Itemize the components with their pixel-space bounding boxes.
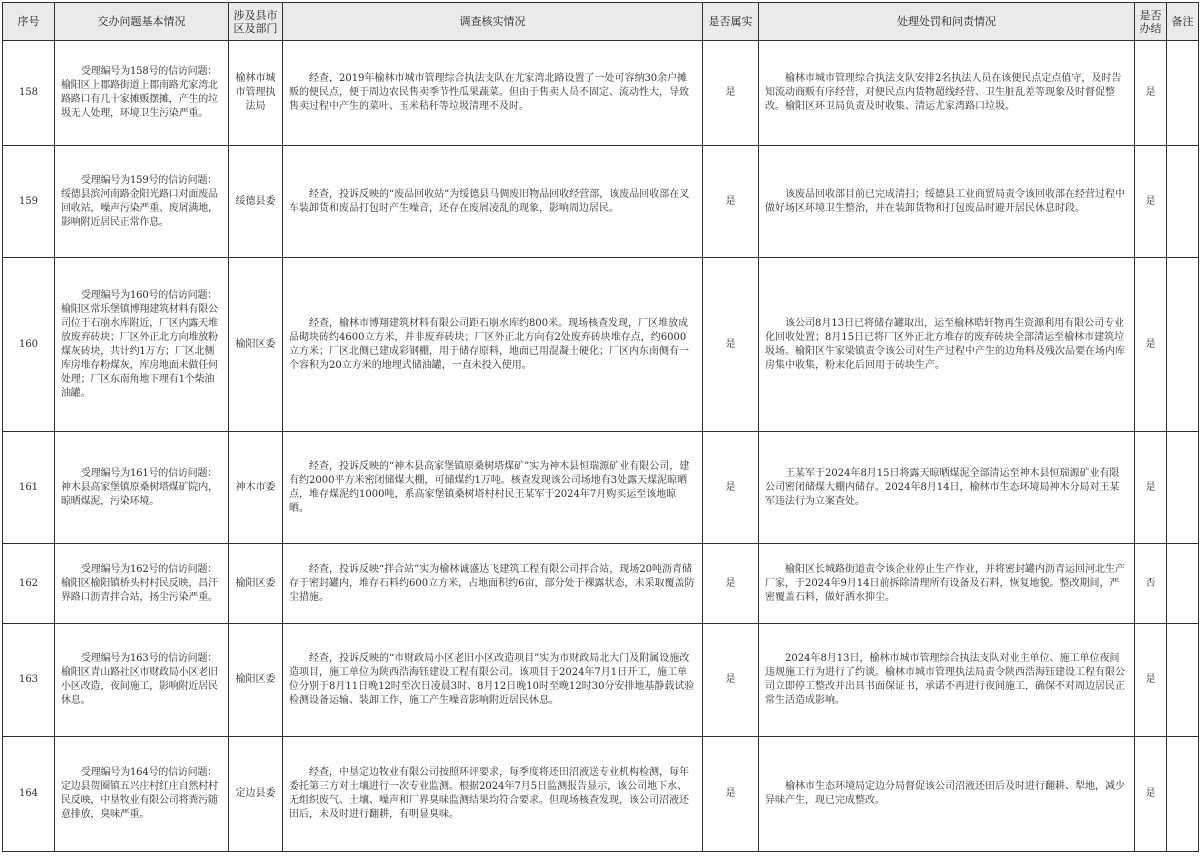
row-note: [1167, 737, 1199, 852]
header-investigation: 调查核实情况: [283, 3, 703, 41]
row-handling: 榆林市城市管理综合执法支队安排2名执法人员在该便民点定点值守，及时告知流动商贩有序经营，对便民点内货物超线经营、卫生脏乱差等现象及时督促整改。榆阳区环卫局负责及时收集、清运尤家湾路口垃圾。: [759, 41, 1135, 146]
row-is-done: 是: [1135, 258, 1167, 432]
row-is-done: 否: [1135, 544, 1167, 624]
row-dept: 榆阳区委: [229, 624, 283, 737]
cases-table: [2, 2, 1199, 852]
table-row: [3, 146, 1199, 258]
row-note: [1167, 544, 1199, 624]
row-is-done: 是: [1135, 41, 1167, 146]
row-is-true: 是: [703, 624, 759, 737]
row-is-true: 是: [703, 544, 759, 624]
row-is-true: 是: [703, 146, 759, 258]
header-is-true: 是否属实: [703, 3, 759, 41]
row-seq: 161: [3, 432, 55, 544]
header-is-done: 是否办结: [1135, 3, 1167, 41]
header-row: [3, 3, 1199, 41]
row-problem: 受理编号为163号的信访问题：榆阳区青山路社区市财政局小区老旧小区改造，夜间施工，影响附近居民休息。: [55, 624, 229, 737]
row-seq: 160: [3, 258, 55, 432]
table-row: [3, 41, 1199, 146]
row-seq: 164: [3, 737, 55, 852]
row-seq: 158: [3, 41, 55, 146]
row-is-true: 是: [703, 41, 759, 146]
table-row: [3, 544, 1199, 624]
row-problem: 受理编号为164号的信访问题：定边县贺圈镇五兴庄村红庄自然村村民反映，中垦牧业有限公司将粪污随意排放，臭味严重。: [55, 737, 229, 852]
row-note: [1167, 258, 1199, 432]
row-is-done: 是: [1135, 737, 1167, 852]
header-note: 备注: [1167, 3, 1199, 41]
row-note: [1167, 41, 1199, 146]
row-handling: 王某军于2024年8月15日将露天晾晒煤泥全部清运至神木县恒瑞源矿业有限公司密闭储煤大棚内储存。2024年8月14日，榆林市生态环境局神木分局对王某军违法行为立案查处。: [759, 432, 1135, 544]
row-investigation: 经查，2019年榆林市城市管理综合执法支队在尤家湾北路设置了一处可容纳30余户摊贩的便民点，便于周边农民售卖季节性瓜果蔬菜。但由于售卖人员不固定、流动性大，导致售卖过程中产生的菜叶、玉米秸秆等垃圾清理不及时。: [283, 41, 703, 146]
row-dept: 神木市委: [229, 432, 283, 544]
row-seq: 159: [3, 146, 55, 258]
row-handling: 榆阳区长城路街道责令该企业停止生产作业，并将密封罐内沥青运回河北生产厂家，于2024年9月14日前拆除清理所有设备及石料，恢复地貌。整改期间，严密覆盖石料，做好洒水抑尘。: [759, 544, 1135, 624]
row-problem: 受理编号为160号的信访问题：榆阳区常乐堡镇博翔建筑材料有限公司位于石崩水库附近，厂区内露天堆放废弃砖块；厂区外正北方向堆放粉煤灰砖块，共计约1万方；厂区北侧库房堆存粉煤灰，库房地面未做任何处理；厂区东南角地下埋有1个柴油油罐。: [55, 258, 229, 432]
row-handling: 该废品回收部目前已完成清扫；绥德县工业商贸局责令该回收部在经营过程中做好场区环境卫生整治，并在装卸货物和打包废品时避开居民休息时段。: [759, 146, 1135, 258]
row-note: [1167, 146, 1199, 258]
row-is-done: 是: [1135, 146, 1167, 258]
row-investigation: 经查，榆林市博翔建筑材料有限公司距石崩水库约800米。现场核查发现，厂区堆放成品砌块砖约4600立方米，并非废弃砖块；厂区外正北方向有2处废弃砖块堆存点，约6000立方米；厂区北侧已建成彩钢棚，用于储存原料，地面已用混凝土硬化；厂区内东南侧有一个容积为20立方米的地埋式储油罐，一直未投入使用。: [283, 258, 703, 432]
row-dept: 定边县委: [229, 737, 283, 852]
row-dept: 绥德县委: [229, 146, 283, 258]
row-problem: 受理编号为158号的信访问题：榆阳区上郡路街道上郡南路尤家湾北路路口有几十家摊贩摆摊，产生的垃圾无人处理，环境卫生污染严重。: [55, 41, 229, 146]
table-row: [3, 432, 1199, 544]
table-row: [3, 258, 1199, 432]
row-investigation: 经查，投诉反映的“市财政局小区老旧小区改造项目”实为市财政局北大门及附属设施改造项目，施工单位为陕西浩海钰建设工程有限公司。该项目于2024年7月1日开工，施工单位分别于8月11日晚12时至次日凌晨3时、8月12日晚10时至晚12时30分安排地基静载试验检测设备运输、装卸工作，施工产生噪音影响附近居民休息。: [283, 624, 703, 737]
row-handling: 该公司8月13日已将储存罐取出，运至榆林晧轩物再生资源利用有限公司专业化回收处置；8月15日已将厂区外正北方堆存的废弃砖块全部清运至榆林市建筑垃圾场。榆阳区牛家梁镇责令该公司对生产过程中产生的边角料及残次品要在场内库房集中收集，粉末化后回用于砖块生产。: [759, 258, 1135, 432]
table-row: [3, 624, 1199, 737]
row-note: [1167, 432, 1199, 544]
row-problem: 受理编号为161号的信访问题：神木县高家堡镇原桑树塔煤矿院内，晾晒煤泥，污染环境。: [55, 432, 229, 544]
row-note: [1167, 624, 1199, 737]
header-seq: 序号: [3, 3, 55, 41]
row-problem: 受理编号为159号的信访问题：绥德县滨河南路金阳光路口对面废品回收站，噪声污染严重、废屑满地，影响附近居民正常作息。: [55, 146, 229, 258]
row-problem: 受理编号为162号的信访问题：榆阳区榆阳镇桥头村村民反映，昌汗界路口沥青拌合站，扬尘污染严重。: [55, 544, 229, 624]
table-row: [3, 737, 1199, 852]
row-seq: 163: [3, 624, 55, 737]
row-investigation: 经查，中垦定边牧业有限公司按照环评要求，每季度将还田沼液送专业机构检测，每年委托第三方对土壤进行一次专业监测。根据2024年7月5日监测报告显示，该公司地下水、无组织废气、土壤、噪声和厂界臭味监测结果均符合要求。但现场核查发现，该公司沼液还田后，未及时进行翻耕，有明显臭味。: [283, 737, 703, 852]
row-dept: 榆阳区委: [229, 258, 283, 432]
row-seq: 162: [3, 544, 55, 624]
row-is-true: 是: [703, 737, 759, 852]
row-dept: 榆林市城市管理执法局: [229, 41, 283, 146]
row-investigation: 经查，投诉反映“拌合站”实为榆林诚盛达飞建筑工程有限公司拌合站，现场20吨沥青储存于密封罐内，堆存石料约600立方米，占地面积约6亩，部分处于裸露状态，未采取覆盖防尘措施。: [283, 544, 703, 624]
row-is-true: 是: [703, 258, 759, 432]
row-investigation: 经查，投诉反映的“废品回收站”为绥德县马倜废旧物品回收经营部，该废品回收部在叉车装卸货和废品打包时产生噪音，还存在废屑凌乱的现象，影响周边居民。: [283, 146, 703, 258]
row-handling: 2024年8月13日，榆林市城市管理综合执法支队对业主单位、施工单位夜间违规施工行为进行了约谈。榆林市城市管理执法局责令陕西浩海钰建设工程有限公司立即停工整改并出具书面保证书，承诺不再进行夜间施工，确保不对周边居民正常生活造成影响。: [759, 624, 1135, 737]
row-is-done: 是: [1135, 624, 1167, 737]
header-handling: 处理处罚和问责情况: [759, 3, 1135, 41]
header-problem: 交办问题基本情况: [55, 3, 229, 41]
row-is-true: 是: [703, 432, 759, 544]
row-investigation: 经查，投诉反映的“神木县高家堡镇原桑树塔煤矿”实为神木县恒瑞源矿业有限公司，建有约2000平方米密闭储煤大棚，可储煤约1万吨。核查发现该公司场地有3处露天煤泥晾晒点，堆存煤泥约1000吨，系高家堡镇桑树塔村村民王某军于2024年7月购买运至该地晾晒。: [283, 432, 703, 544]
row-handling: 榆林市生态环境局定边分局督促该公司沼液还田后及时进行翻耕、犁地，减少异味产生，现已完成整改。: [759, 737, 1135, 852]
row-dept: 榆阳区委: [229, 544, 283, 624]
header-dept: 涉及县市区及部门: [229, 3, 283, 41]
row-is-done: 是: [1135, 432, 1167, 544]
